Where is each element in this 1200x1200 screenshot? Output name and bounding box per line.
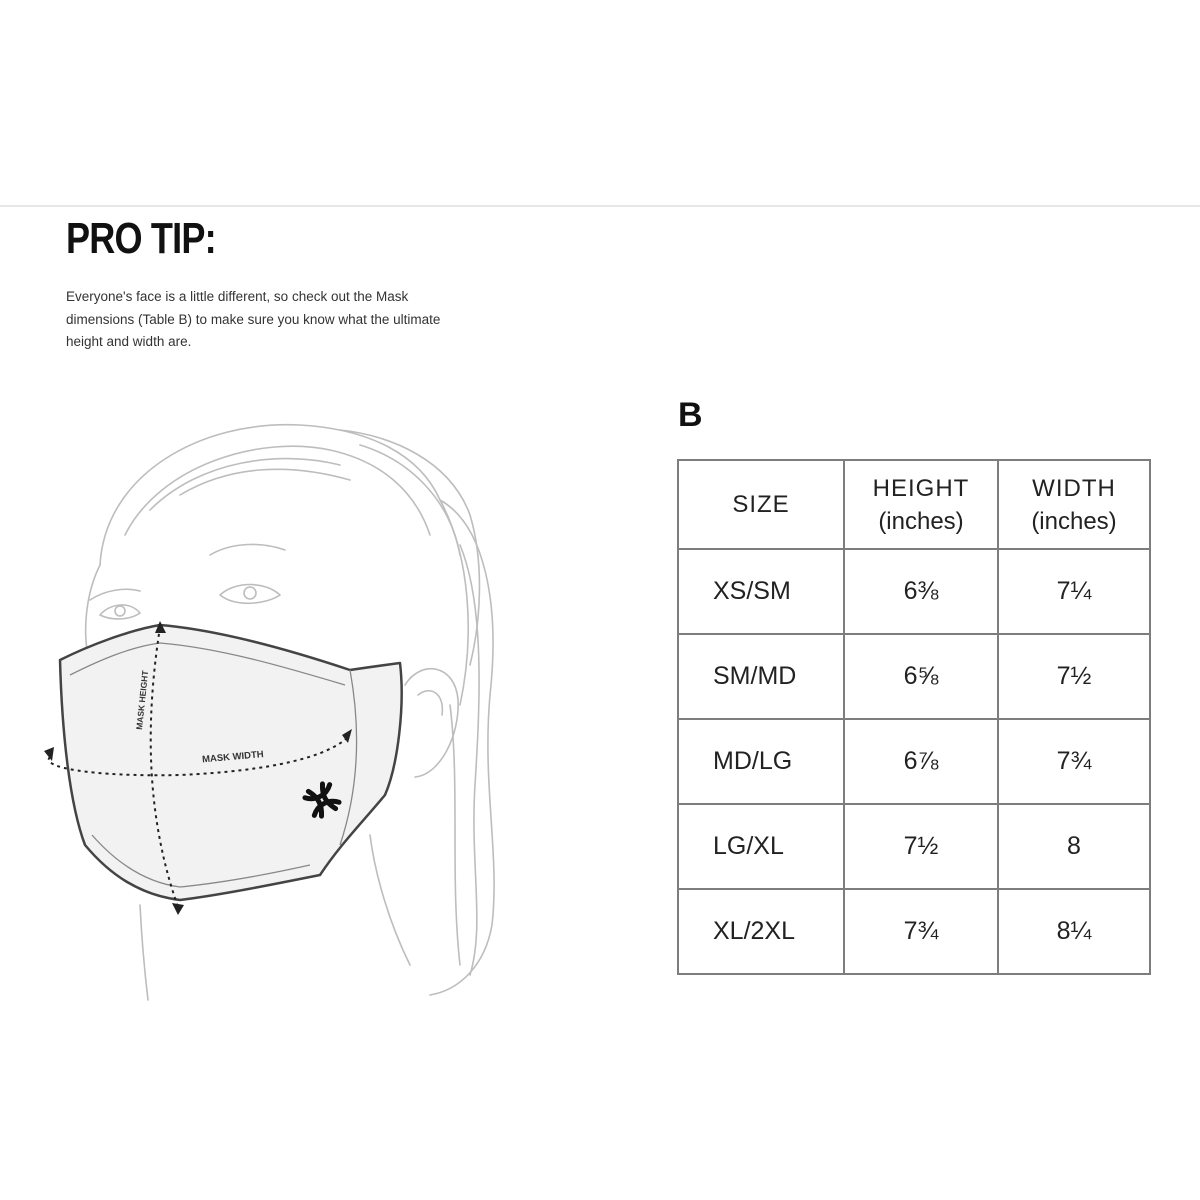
table-row bbox=[678, 719, 1150, 804]
cell-height: 6⅜ bbox=[844, 549, 998, 634]
cell-height: 7½ bbox=[844, 804, 998, 889]
table-row bbox=[678, 889, 1150, 974]
header-width: WIDTH (inches) bbox=[998, 460, 1150, 549]
cell-size: SM/MD bbox=[678, 634, 844, 719]
left-eye bbox=[100, 605, 140, 619]
table-row bbox=[678, 804, 1150, 889]
cell-width: 7¼ bbox=[998, 549, 1150, 634]
cell-height: 7¾ bbox=[844, 889, 998, 974]
mask-dimensions-table bbox=[677, 459, 1151, 975]
pro-tip-text: Everyone's face is a little different, so check out the Mask dimensions (Table B) to make sure you know what the ultimate height and width are. bbox=[66, 289, 441, 349]
table-row bbox=[678, 634, 1150, 719]
table-row bbox=[678, 549, 1150, 634]
cell-width: 7½ bbox=[998, 634, 1150, 719]
header-height: HEIGHT (inches) bbox=[844, 460, 998, 549]
mask-width-label: MASK WIDTH bbox=[201, 749, 265, 766]
table-label: B bbox=[678, 396, 703, 434]
cell-size: XS/SM bbox=[678, 549, 844, 634]
cell-size: LG/XL bbox=[678, 804, 844, 889]
cell-width: 8¼ bbox=[998, 889, 1150, 974]
ear bbox=[405, 669, 458, 777]
cell-width: 7¾ bbox=[998, 719, 1150, 804]
table-header-row bbox=[678, 460, 1150, 549]
face-mask-illustration bbox=[30, 405, 530, 1005]
mask-height-label: MASK HEIGHT bbox=[134, 669, 151, 731]
ponytail bbox=[430, 500, 494, 995]
cell-height: 6⅞ bbox=[844, 719, 998, 804]
top-divider bbox=[0, 205, 1200, 207]
header-size: SIZE bbox=[678, 460, 844, 549]
cell-size: MD/LG bbox=[678, 719, 844, 804]
pro-tip-heading: PRO TIP: bbox=[66, 214, 216, 263]
cell-width: 8 bbox=[998, 804, 1150, 889]
cell-height: 6⅝ bbox=[844, 634, 998, 719]
cell-size: XL/2XL bbox=[678, 889, 844, 974]
